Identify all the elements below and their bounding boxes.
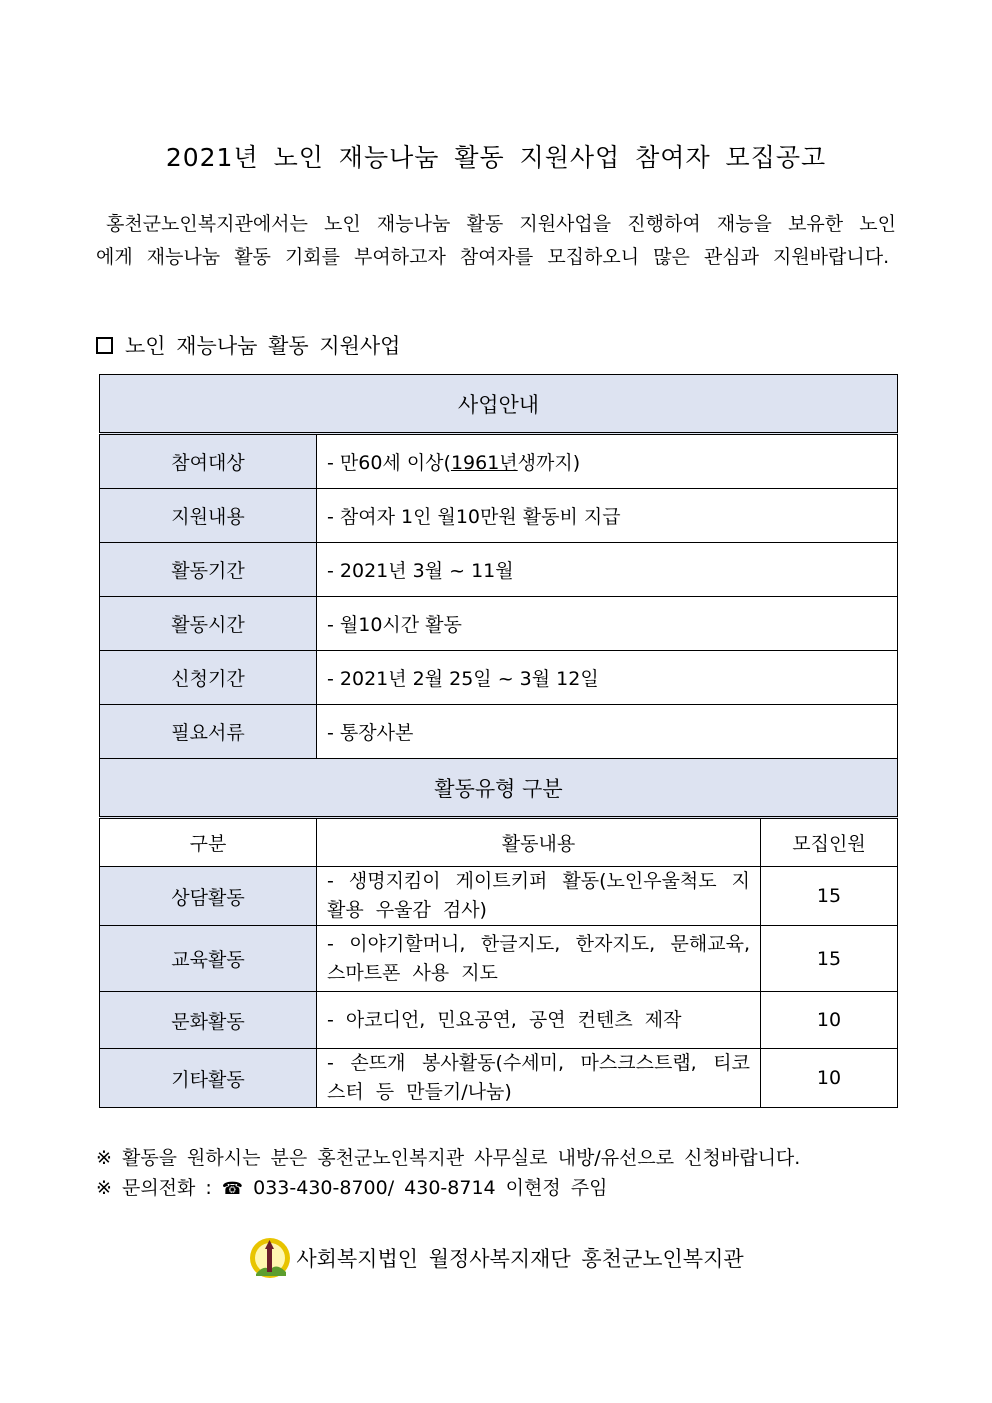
contact-number: 033-430-8700/ 430-8714 이현정 주임 xyxy=(253,1177,608,1199)
activity-type: 교육활동 xyxy=(100,926,317,992)
guide-row xyxy=(100,651,898,705)
birth-year: 1961년 xyxy=(450,452,518,474)
guide-value-suffix: 생까지) xyxy=(517,452,581,474)
guide-value xyxy=(317,434,898,489)
guide-label: 신청기간 xyxy=(100,651,317,705)
application-note: ※ 활동을 원하시는 분은 홍천군노인복지관 사무실로 내방/유선으로 신청바랍니다. xyxy=(96,1147,801,1169)
guide-value-prefix: - 만60세 이상( xyxy=(327,452,451,474)
guide-row xyxy=(100,597,898,651)
guide-label: 참여대상 xyxy=(100,434,317,489)
guide-row xyxy=(100,434,898,489)
section-heading xyxy=(96,330,400,360)
column-header-content: 활동내용 xyxy=(317,818,761,867)
activity-row xyxy=(100,867,898,926)
guide-value: - 참여자 1인 월10만원 활동비 지급 xyxy=(317,489,898,543)
activity-type: 기타활동 xyxy=(100,1049,317,1108)
guide-value: - 통장사본 xyxy=(317,705,898,759)
column-header-type: 구분 xyxy=(100,818,317,867)
section-heading-text: 노인 재능나눔 활동 지원사업 xyxy=(125,334,401,358)
activity-content: - 아코디언, 민요공연, 공연 컨텐츠 제작 xyxy=(317,992,761,1049)
activity-row xyxy=(100,1049,898,1108)
activity-count: 15 xyxy=(761,867,898,926)
activity-type: 상담활동 xyxy=(100,867,317,926)
activity-count: 10 xyxy=(761,992,898,1049)
guide-row xyxy=(100,543,898,597)
page-title: 2021년 노인 재능나눔 활동 지원사업 참여자 모집공고 xyxy=(165,143,827,172)
activity-count: 10 xyxy=(761,1049,898,1108)
checkbox-icon xyxy=(96,337,113,354)
guide-row xyxy=(100,489,898,543)
footer xyxy=(0,1236,992,1280)
activity-type: 문화활동 xyxy=(100,992,317,1049)
phone-icon: ☎ xyxy=(221,1179,244,1199)
contact-note xyxy=(96,1173,800,1204)
notes xyxy=(96,1143,800,1204)
guide-header: 사업안내 xyxy=(100,375,898,434)
guide-value: - 2021년 3월 ~ 11월 xyxy=(317,543,898,597)
activity-content: - 이야기할머니, 한글지도, 한자지도, 문해교육, 스마트폰 사용 지도 xyxy=(317,926,761,992)
guide-value: - 월10시간 활동 xyxy=(317,597,898,651)
guide-label: 필요서류 xyxy=(100,705,317,759)
contact-label: ※ 문의전화 : xyxy=(96,1177,212,1199)
activity-row xyxy=(100,926,898,992)
activity-content: - 손뜨개 봉사활동(수세미, 마스크스트랩, 티코스터 등 만들기/나눔) xyxy=(317,1049,761,1108)
program-info-table xyxy=(99,374,898,1108)
organization-name: 사회복지법인 월정사복지재단 홍천군노인복지관 xyxy=(296,1247,744,1271)
intro-paragraph: 홍천군노인복지관에서는 노인 재능나눔 활동 지원사업을 진행하여 재능을 보유한 노인에게 재능나눔 활동 기회를 부여하고자 참여자를 모집하오니 많은 관심과 지원바랍니다. xyxy=(96,213,896,268)
activity-row xyxy=(100,992,898,1049)
activity-content: - 생명지킴이 게이트키퍼 활동(노인우울척도 지 활용 우울감 검사) xyxy=(317,867,761,926)
guide-row xyxy=(100,705,898,759)
guide-label: 지원내용 xyxy=(100,489,317,543)
column-header-count: 모집인원 xyxy=(761,818,898,867)
guide-label: 활동기간 xyxy=(100,543,317,597)
guide-label: 활동시간 xyxy=(100,597,317,651)
organization-logo-icon xyxy=(248,1236,292,1280)
guide-value: - 2021년 2월 25일 ~ 3월 12일 xyxy=(317,651,898,705)
activity-count: 15 xyxy=(761,926,898,992)
activity-header: 활동유형 구분 xyxy=(100,759,898,818)
